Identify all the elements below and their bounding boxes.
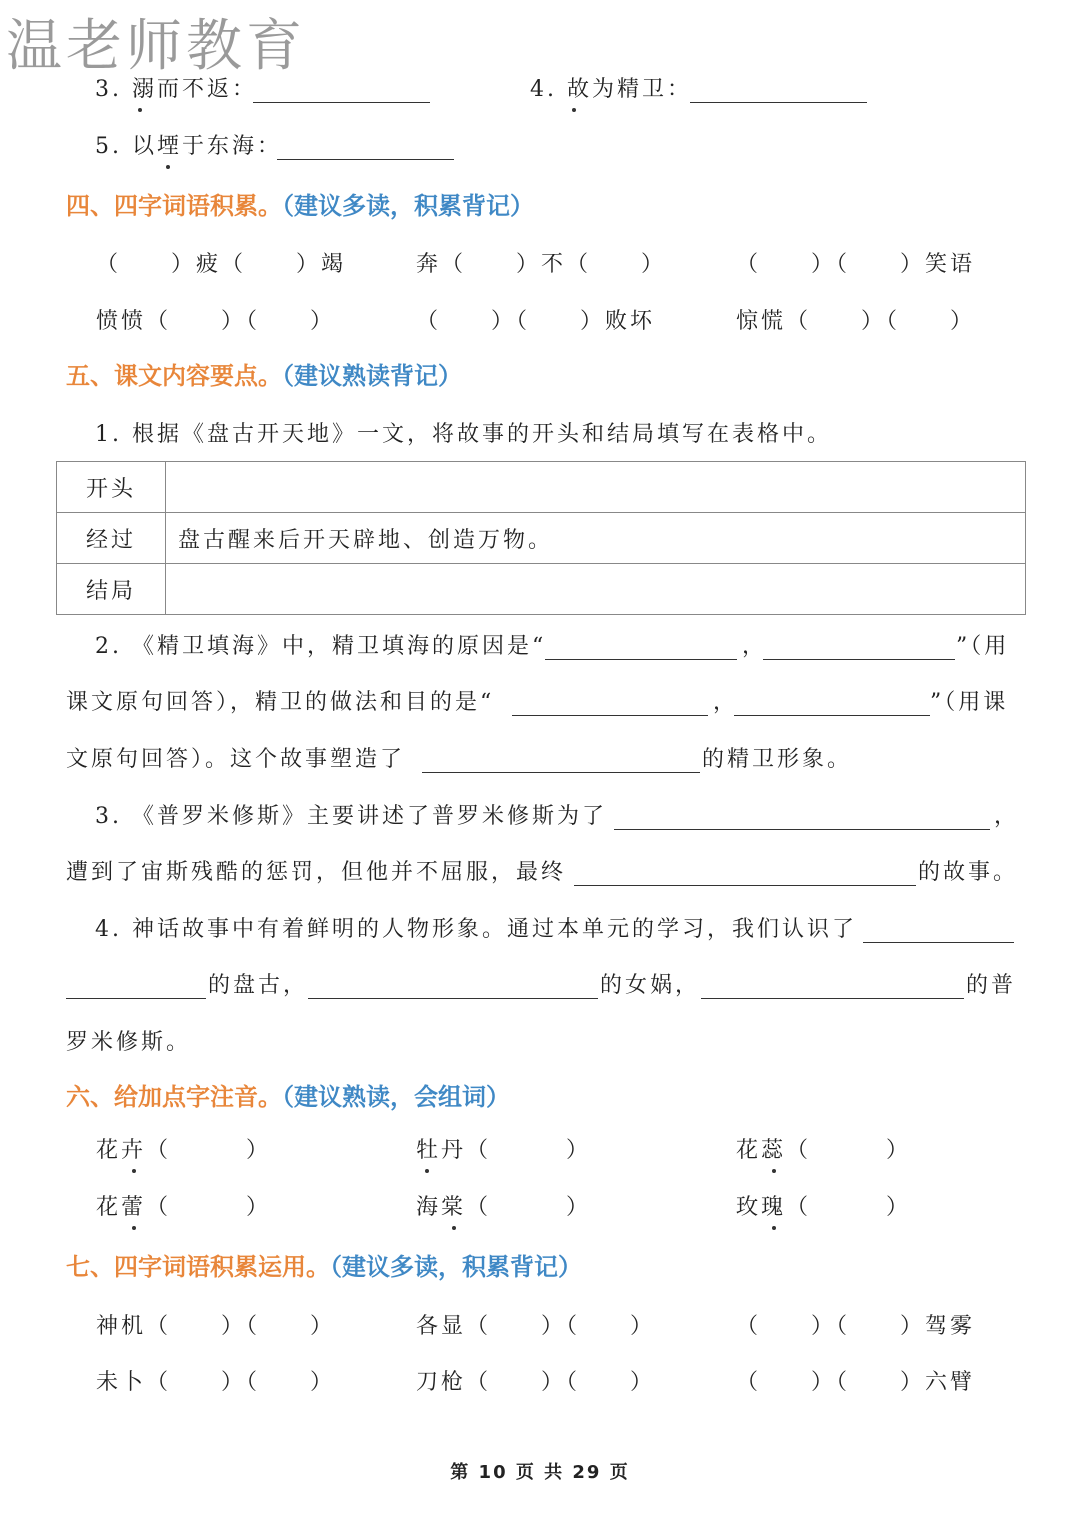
story-table xyxy=(56,461,1026,615)
row-value[interactable] xyxy=(166,564,1026,615)
emphasis-dot xyxy=(572,108,576,112)
question-5: 5. 以堙于东海： xyxy=(95,134,282,159)
pinyin-item: 玫瑰（ ） xyxy=(736,1195,912,1220)
answer-blank[interactable] xyxy=(253,102,430,103)
answer-blank[interactable] xyxy=(66,998,206,999)
punctuation: ， xyxy=(994,804,1020,829)
answer-blank[interactable] xyxy=(690,102,867,103)
section-title: 六、给加点字注音。 xyxy=(66,1083,282,1111)
idiom-item: （ ）（ ）驾雾 xyxy=(736,1314,976,1339)
idiom-item: （ ）（ ）败坏 xyxy=(416,309,656,334)
answer-blank[interactable] xyxy=(545,659,737,660)
emphasis-dot xyxy=(166,165,170,169)
answer-blank[interactable] xyxy=(614,829,990,830)
row-label: 开头 xyxy=(57,462,166,513)
answer-blank[interactable] xyxy=(422,772,700,773)
question-1: 1. 根据《盘古开天地》一文，将故事的开头和结局填写在表格中。 xyxy=(95,422,832,447)
row-label: 经过 xyxy=(57,513,166,564)
answer-blank[interactable] xyxy=(863,942,1014,943)
question-2-part: 2. 《精卫填海》中，精卫填海的原因是“ xyxy=(95,634,547,659)
section-7-heading xyxy=(66,1251,582,1283)
idiom-item: 奔（ ）不（ ） xyxy=(416,252,667,277)
idiom-item: 惊慌（ ）（ ） xyxy=(736,309,976,334)
question-3: 3. 溺而不返： xyxy=(95,77,257,102)
section-note: （建议熟读背记） xyxy=(282,362,462,390)
answer-blank[interactable] xyxy=(277,159,454,160)
question-4-part: 的盘古， xyxy=(208,973,309,998)
question-4-part: 4. 神话故事中有着鲜明的人物形象。通过本单元的学习，我们认识了 xyxy=(95,917,857,942)
question-4-part: 的女娲， xyxy=(600,973,701,998)
section-title: 四、四字词语积累。 xyxy=(66,192,282,220)
section-title: 七、四字词语积累运用。 xyxy=(66,1253,330,1281)
question-4-part: 的普 xyxy=(966,973,1017,998)
section-6-heading xyxy=(66,1081,510,1113)
section-4-heading xyxy=(66,190,534,222)
pinyin-item: 海棠（ ） xyxy=(416,1195,592,1220)
punctuation: ， xyxy=(742,634,768,659)
answer-blank[interactable] xyxy=(763,659,955,660)
idiom-item: 愤愤（ ）（ ） xyxy=(96,309,336,334)
idiom-item: （ ）（ ）笑语 xyxy=(736,252,976,277)
pinyin-item: 花蕾（ ） xyxy=(96,1195,272,1220)
watermark: 温老师教育 xyxy=(6,14,306,79)
table-row xyxy=(57,513,1026,564)
answer-blank[interactable] xyxy=(574,885,916,886)
question-2-part: ”（用课 xyxy=(930,690,1009,715)
pinyin-item: 花卉（ ） xyxy=(96,1138,272,1163)
question-4: 4. 故为精卫： xyxy=(530,77,692,102)
question-3-part: 遭到了宙斯残酷的惩罚，但他并不屈服，最终 xyxy=(66,860,567,885)
answer-blank[interactable] xyxy=(308,998,598,999)
emphasis-dot xyxy=(772,1169,776,1173)
answer-blank[interactable] xyxy=(734,715,930,716)
pinyin-item: 牡丹（ ） xyxy=(416,1138,592,1163)
question-2-part: 课文原句回答），精卫的做法和目的是“ xyxy=(66,690,495,715)
question-4-part: 罗米修斯。 xyxy=(66,1030,192,1055)
section-note: （建议多读，积累背记） xyxy=(282,192,534,220)
question-2-part: ”（用 xyxy=(956,634,1010,659)
pinyin-item: 花蕊（ ） xyxy=(736,1138,912,1163)
section-title: 五、课文内容要点。 xyxy=(66,362,282,390)
table-row xyxy=(57,564,1026,615)
emphasis-dot xyxy=(132,1226,136,1230)
row-value[interactable] xyxy=(166,462,1026,513)
section-note: （建议多读，积累背记） xyxy=(330,1253,582,1281)
question-2-part: 文原句回答）。这个故事塑造了 xyxy=(66,747,406,772)
emphasis-dot xyxy=(425,1169,429,1173)
question-3-part: 的故事。 xyxy=(918,860,1019,885)
question-3-part: 3. 《普罗米修斯》主要讲述了普罗米修斯为了 xyxy=(95,804,607,829)
punctuation: ， xyxy=(713,690,739,715)
idiom-item: 未卜（ ）（ ） xyxy=(96,1370,336,1395)
emphasis-dot xyxy=(132,1169,136,1173)
question-2-part: 的精卫形象。 xyxy=(702,747,853,772)
idiom-item: （ ）（ ）六臂 xyxy=(736,1370,976,1395)
section-5-heading xyxy=(66,360,462,392)
answer-blank[interactable] xyxy=(512,715,708,716)
row-value: 盘古醒来后开天辟地、创造万物。 xyxy=(166,513,1026,564)
idiom-item: 神机（ ）（ ） xyxy=(96,1314,336,1339)
idiom-item: （ ）疲（ ）竭 xyxy=(96,252,347,277)
emphasis-dot xyxy=(452,1226,456,1230)
row-label: 结局 xyxy=(57,564,166,615)
emphasis-dot xyxy=(772,1226,776,1230)
section-note: （建议熟读，会组词） xyxy=(282,1083,510,1111)
answer-blank[interactable] xyxy=(701,998,964,999)
page-number: 第 10 页 共 29 页 xyxy=(450,1462,630,1483)
table-row xyxy=(57,462,1026,513)
emphasis-dot xyxy=(138,108,142,112)
idiom-item: 各显（ ）（ ） xyxy=(416,1314,656,1339)
idiom-item: 刀枪（ ）（ ） xyxy=(416,1370,656,1395)
